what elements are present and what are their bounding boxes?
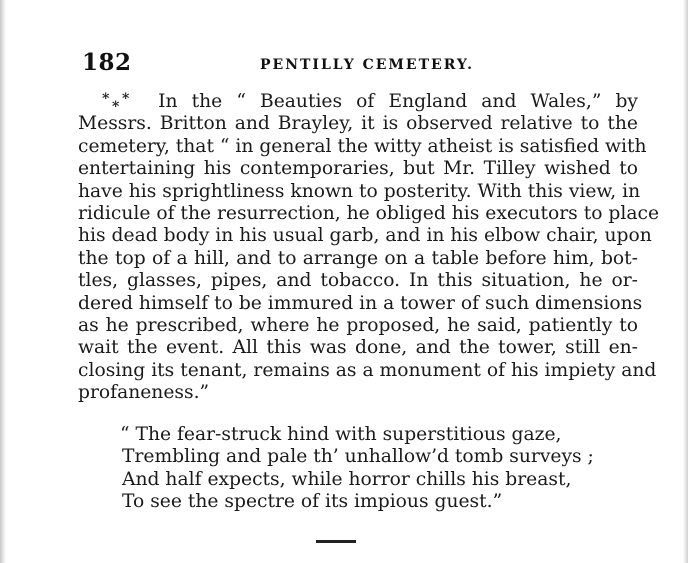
paragraph-line-5: have his sprightliness known to posterity. With this view, in bbox=[78, 180, 641, 202]
paragraph-line-12: wait the event. All this was done, and the tower, still en- bbox=[78, 337, 638, 359]
asterism-icon bbox=[102, 91, 138, 115]
asterism-star: * bbox=[122, 91, 130, 107]
body-paragraph bbox=[78, 91, 660, 405]
verse-quotation bbox=[120, 424, 594, 514]
paragraph-line-7: his dead body in his usual garb, and in his elbow chair, upon bbox=[78, 225, 652, 247]
paragraph-line-10: dered himself to be immured in a tower of such dimensions bbox=[78, 292, 643, 314]
asterism-star: * bbox=[112, 99, 120, 115]
section-divider-rule bbox=[316, 540, 356, 543]
paragraph-line-3: cemetery, that “ in general the witty atheist is satisfied with bbox=[78, 135, 647, 157]
paragraph-line-13: closing its tenant, remains as a monument of his impiety and bbox=[78, 359, 657, 381]
paragraph-line-6: ridicule of the resurrection, he obliged his executors to place bbox=[78, 203, 660, 225]
paragraph-line-1 bbox=[78, 91, 638, 113]
paragraph-line-11: as he prescribed, where he proposed, he said, patiently to bbox=[78, 315, 638, 337]
verse-line-3: And half expects, while horror chills his breast, bbox=[122, 468, 572, 490]
paragraph-line-9: tles, glasses, pipes, and tobacco. In this situation, he or- bbox=[78, 270, 638, 292]
verse-line-1: “ The fear-struck hind with superstitious gaze, bbox=[120, 424, 562, 445]
paragraph-line-14: profaneness.” bbox=[78, 382, 210, 404]
paragraph-line-4: entertaining his contemporaries, but Mr. Tilley wished to bbox=[78, 158, 638, 180]
verse-line-4: To see the spectre of its impious guest.” bbox=[122, 491, 503, 513]
page-header bbox=[82, 49, 642, 81]
paragraph-line-text: In the “ Beauties of England and Wales,” by bbox=[158, 91, 638, 112]
verse-line-2: Trembling and pale th’ unhallow’d tomb surveys ; bbox=[122, 446, 594, 468]
page-number: 182 bbox=[82, 49, 132, 76]
paragraph-line-2: Messrs. Britton and Brayley, it is observed relative to the bbox=[78, 113, 638, 135]
running-title: PENTILLY CEMETERY. bbox=[260, 57, 474, 73]
paragraph-line-8: the top of a hill, and to arrange on a table before him, bot- bbox=[78, 247, 638, 269]
asterism-star: * bbox=[102, 91, 110, 107]
